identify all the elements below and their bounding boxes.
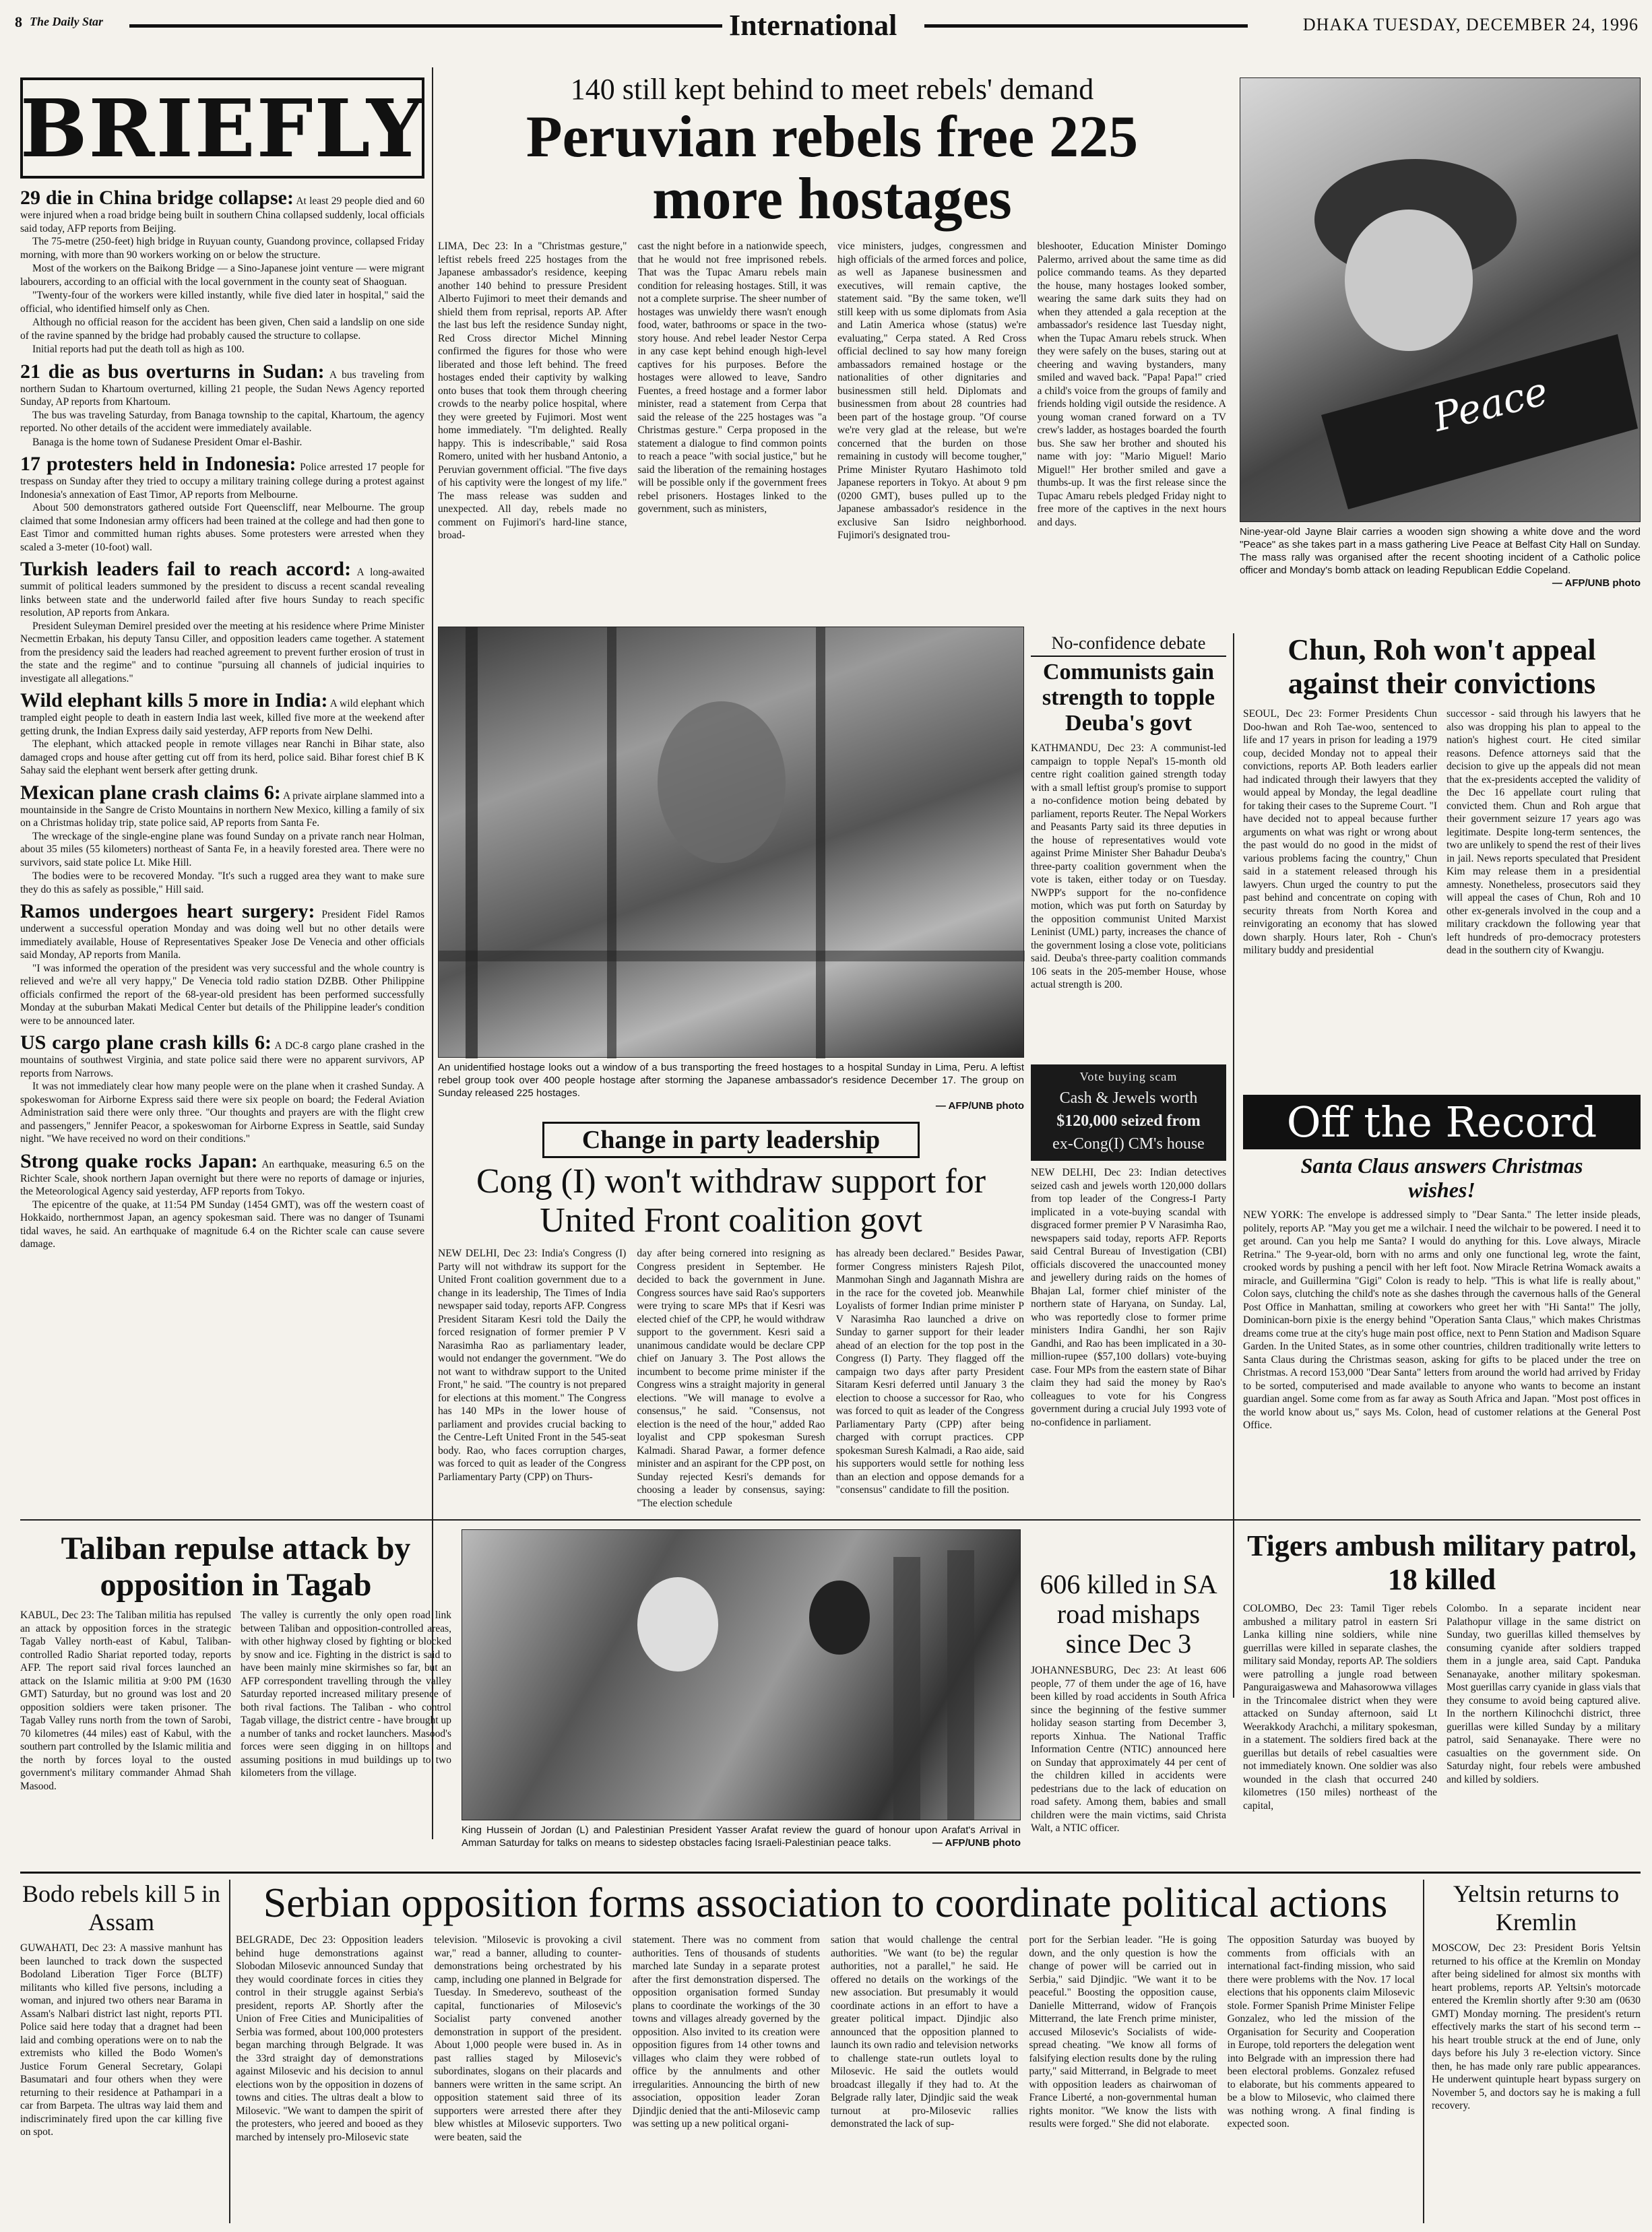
masthead — [15, 9, 1639, 44]
vote-buying-line-3: ex-Cong(I) CM's house — [1052, 1135, 1205, 1153]
page-number: 8 — [15, 13, 22, 30]
brief-body — [20, 620, 424, 686]
brief-paragraph: Initial reports had put the death toll as high as 100. — [32, 344, 245, 355]
peru-headline-2: more hostages — [652, 166, 1012, 232]
sa-headline: 606 killed in SA road mishaps since Dec 3 — [1040, 1570, 1217, 1659]
brief-lead-text: A long-awaited summit of political leaders summoned by the president to discuss a recent scandal revealing links between state and the underworld failed after five hours Sunday to reach specific resolution, AP reports from Ankara. — [20, 567, 424, 618]
tigers-col-2: Colombo. In a separate incident near Palathopur village in the same district on Sunday, two guerillas killed themselves by consuming cyanide after soldiers trapped them in a jungle area, said Capt. Panduka Senanayake, another military spokesman. Most guerillas carry cyanide in glass vials that they consume to avoid being captured alive. In the northern Kilinochchi district, three guerillas were killed Sunday by a military patrol, said Senanayake. There were no casualties on the government side. On Saturday night, four rebels were ambushed and killed by soldiers. — [1447, 1603, 1641, 1785]
vote-buying-story — [1031, 1064, 1226, 1556]
brief-paragraph: The bus was traveling Saturday, from Banaga township to the capital, Khartoum, the agency reported. No other details of the accident were immediately available. — [20, 409, 424, 434]
briefly-items — [20, 187, 424, 1251]
brief-lead — [20, 360, 424, 409]
brief-paragraph: "I was informed the operation of the president was very successful and the whole country is relieved and we're all very happy," De Venecia told radio station DZBB. Other Philippine officials confirmed the report of the 68-year-old president has been performed successfully Monday at the suburban Makati Medical Center but details of the Philippine leader's condition were to be announced later. — [20, 962, 424, 1027]
nepal-story — [1031, 633, 1226, 1051]
brief-lead — [20, 900, 424, 962]
hostage-caption — [438, 1061, 1024, 1115]
serbia-col-6: The opposition Saturday was buoyed by comments from officials with an international fact-finding mission, who said there were problems with the Nov. 17 local elections that his opponents claim Milosevic stole. Former Spanish Prime Minister Felipe Gonzalez, who led the mission of the Organisation for Security and Cooperation in Europe, told reporters the delegation went into Belgrade with an impression there had been electoral problems. Gonzalez refused to elaborate, but his comments appeared to be a blow to Milosevic, who claimed there was nothing wrong. A final finding is expected soon. — [1227, 1934, 1415, 2130]
brief-body — [20, 830, 424, 897]
peace-photo — [1240, 77, 1641, 522]
brief-headline: US cargo plane crash kills 6: — [20, 1031, 272, 1054]
peace-sign-text: Peace — [1428, 368, 1552, 441]
peru-col-3: vice ministers, judges, congressmen and high officials of the armed forces and police, as well as Japanese businessmen and executives, will remain captive, the statement said. "By the same token, we'll still keep with us some diplomats from Asia and Latin America whose (status) we're evaluating," Cerpa stated. A Red Cross official declined to say how many foreign ambassadors remained hostage or the nationalities of other dignitaries and businessmen still held. Diplomats and businessmen from about 28 countries had been part of the hostage group. "Of course we're very glad at the release, but we're concerned that the burden on those remaining in custody will become tougher," Prime Minister Ryutaro Hashimoto told Japanese reporters in Tokyo. At about 9 pm (0200 GMT), buses pulled up to the Japanese ambassador's residence in the exclusive San Isidro neighborhood. Fujimori's designated trou- — [837, 241, 1027, 541]
brief-lead-text: A DC-8 cargo plane crashed in the mountains of southwest Virginia, and state police said there were no apparent survivors, AP reports from Narrows. — [20, 1040, 424, 1079]
brief-lead-text: At least 29 people died and 60 were injured when a road bridge being built in southern China collapsed suddenly, local officials said today, AFP reports from Beijing. — [20, 195, 424, 234]
bodo-headline: Bodo rebels kill 5 in Assam — [22, 1880, 220, 1936]
peace-caption-text: Nine-year-old Jayne Blair carries a wooden sign showing a white dove and the word "Peace" as she takes part in a mass gathering Live Peace at Belfast City Hall on Sunday. The mass rally was organised after the recent shooting incident of a Catholic police officer and Monday's bomb attack on leading Republican Eddie Copeland. — [1240, 526, 1641, 576]
tigers-story — [1243, 1529, 1641, 1866]
peace-sign-icon — [1240, 78, 1641, 523]
brief-item — [20, 453, 424, 554]
taliban-headline: Taliban repulse attack by opposition in Tagab — [61, 1531, 411, 1603]
bodo-story — [20, 1880, 222, 2223]
brief-lead-text: Police arrested 17 people for trespass on Sunday after they tried to occupy a military training college during a protest against Indonesia's annexation of East Timor, AP reports from Melbourne. — [20, 461, 424, 501]
peru-col-1: LIMA, Dec 23: In a "Christmas gesture," leftist rebels freed 225 hostages from the Japanese ambassador's residence, keeping another 140 behind to pressure President Alberto Fujimori to meet their demands and shield them from reprisal, reports AP. After the last bus left the residence Sunday night, Red Cross director Michel Minning confirmed the figures for those who were liberated and those left behind. The freed hostages ended their captivity by walking onto buses that took them through cheering crowds to the nearby police hospital, where they were greeted by Fujimori. Most went home immediately. "I'm delighted. Really happy. This is indescribable," said Rosa Romero, united with her husband Antonio, a Peruvian government official. "The five days of his captivity were the longest of my life." The mass release was sudden and unexpected. All day, rebels made no comment on Fujimori's hard-line stance, broad- — [438, 241, 627, 541]
serbia-headline: Serbian opposition forms association to coordinate political actions — [263, 1880, 1388, 1926]
brief-lead-text: An earthquake, measuring 6.5 on the Richter Scale, shook northern Japan overnight but there were no reports of damage or injuries, the Meteorological Agency said yesterday, AFP reports from Tokyo. — [20, 1158, 424, 1197]
brief-paragraph: Although no official reason for the accident has been given, Chen said a landslip on one side of the ravine spanned by the bridge had probably caused the structure to collapse. — [20, 317, 424, 342]
off-record-banner — [1243, 1095, 1641, 1149]
bus-window-bars-icon — [439, 627, 1025, 1058]
dateline: DHAKA TUESDAY, DECEMBER 24, 1996 — [1302, 15, 1639, 34]
brief-lead — [20, 453, 424, 501]
brief-headline: 21 die as bus overturns in Sudan: — [20, 360, 325, 383]
brief-item — [20, 900, 424, 1027]
section-title: International — [729, 9, 897, 42]
brief-lead — [20, 187, 424, 235]
briefly-banner — [20, 77, 424, 179]
jordan-caption-text: King Hussein of Jordan (L) and Palestinian President Yasser Arafat review the guard of honour upon Arafat's Arrival in Amman Saturday for talks on means to sidestep obstacles facing Israeli-Palestinian peace talks. — [462, 1824, 1021, 1849]
congress-headline: Cong (I) won't withdraw support for United Front coalition govt — [476, 1162, 986, 1240]
peru-col-4: bleshooter, Education Minister Domingo Palermo, arrived about the same time as did police commando teams. As they departed the house, many hostages looked somber, wearing the same dark suits they had on when they attended a gala reception at the ambassador's residence last Tuesday night, when the Tupac Amaru rebels struck. When they were safely on the buses, staring out at cheering and waving bystanders, many smiled and waved back. "Papa! Papa!" cried a child's voice from the groups of family and friends holding vigil outside the residence. A young woman craned forward on a TV crew's ladder, as hostages boarded the fourth bus. She saw her brother and shouted his name with joy: "Mario Miguel! Mario Miguel!" Her brother smiled and gave a thumbs-up. It was the first release since the Tupac Amaru rebels pledged Friday night to free more of the captives in the next hours and days. — [1037, 241, 1226, 528]
serbia-col-3: statement. There was no comment from authorities. Tens of thousands of students marched late Sunday in a separate protest after the first demonstration dispersed. The opposition organisation formed Sunday plans to coordinate the workings of the 30 towns and villages already governed by the opposition. Also invited to its creation were opposition figures from 14 other towns and villages who claim they were robbed of office by the annulments and other irregularities. Announcing the birth of new association, opposition leader Zoran Djindjic denied that the anti-Milosevic camp was setting up a new political organi- — [632, 1934, 820, 2130]
brief-item — [20, 1031, 424, 1146]
jordan-photo-credit: — AFP/UNB photo — [932, 1837, 1021, 1849]
tigers-headline: Tigers ambush military patrol, 18 killed — [1247, 1529, 1637, 1596]
hostage-photo — [438, 627, 1024, 1058]
brief-body — [20, 962, 424, 1028]
vote-buying-line-2: $120,000 seized from — [1056, 1112, 1201, 1130]
brief-body — [20, 409, 424, 449]
brief-paragraph: Most of the workers on the Baikong Bridge — a Sino-Japanese joint venture — were migrant labourers, according to an official with the local government in the county seat of Shaoguan. — [20, 263, 424, 288]
brief-item — [20, 187, 424, 356]
brief-body — [20, 1199, 424, 1251]
yeltsin-headline: Yeltsin returns to Kremlin — [1453, 1880, 1620, 1936]
brief-paragraph: The bodies were to be recovered Monday. "It's such a rugged area they want to make sure they do this as safely as possible," Hill said. — [20, 870, 424, 895]
paper-name: The Daily Star — [30, 15, 104, 28]
congress-story — [438, 1122, 1024, 1526]
brief-paragraph: The epicentre of the quake, at 11:54 PM Sunday (1454 GMT), was off the western coast of Hokkaido, northernmost Japan, an agency spokesman said. There was no danger of Tsunami tidal waves, he said. An earthquake of magnitude 6.4 on the Richter scale can cause severe damage. — [20, 1199, 424, 1250]
korea-headline: Chun, Roh won't appeal against their convictions — [1288, 633, 1596, 700]
brief-headline: 29 die in China bridge collapse: — [20, 187, 294, 209]
brief-item — [20, 689, 424, 777]
honour-guard-icon — [462, 1530, 1021, 1821]
hostage-photo-credit: — AFP/UNB photo — [935, 1100, 1024, 1112]
brief-paragraph: It was not immediately clear how many people were on the plane when it crashed Sunday. A spokeswoman for Airborne Express said there were six people on board; the Federal Aviation Administration said there were only three. "Our thoughts and prayers are with the flight crew and passengers," Jennifer Peacor, a spokeswoman for Airborne Express in Seattle, said Sunday night. "We have received no word on their conditions." — [20, 1081, 424, 1145]
nepal-headline: Communists gain strength to topple Deuba's govt — [1042, 660, 1215, 736]
yeltsin-body: MOSCOW, Dec 23: President Boris Yeltsin returned to his office at the Kremlin on Monday after being sidelined for almost six months with heart problems, reports AP. Yeltsin's motorcade entered the Kremlin shortly after 9:30 am (0630 GMT) Monday morning. The president's return effectively marks the start of his second term -- his heart trouble struck at the end of June, only days before his July 3 re-election victory. Since then, he has made only rare public appearances. He underwent quintuple heart bypass surgery on November 5, and doctors say he is making a full recovery. — [1432, 1942, 1641, 2111]
brief-item — [20, 782, 424, 897]
off-record-headline: Santa Claus answers Christmas wishes! — [1300, 1153, 1583, 1202]
brief-item — [20, 360, 424, 449]
brief-paragraph: The 75-metre (250-feet) high bridge in Ruyuan county, Guandong province, collapsed Friday morning, with more than 90 workers working on or below the structure. — [20, 236, 424, 261]
brief-lead-text: President Fidel Ramos underwent a successful operation Monday and was doing well but no other details were immediately available, House of Representatives Speaker Jose De Venecia and other officials said Monday, AP reports from Manila. — [20, 909, 424, 961]
korea-story — [1243, 633, 1641, 1078]
brief-paragraph: The elephant, which attacked people in remote villages near Ranchi in Bihar state, also damaged crops and house after getting cut off from its herd, police said. Bihar forest chief B K Sahay said the elephant went berserk after getting drunk. — [20, 738, 424, 776]
vote-buying-banner — [1031, 1064, 1226, 1161]
brief-paragraph: Banaga is the home town of Sudanese President Omar el-Bashir. — [32, 436, 303, 448]
vote-buying-body: NEW DELHI, Dec 23: Indian detectives seized cash and jewels worth 120,000 dollars from top leader of the Congress-I Party implicated in a vote-buying scandal with disgraced former premier P V Narasimha Rao, newspapers said today, reports AFP. Reports said Central Bureau of Investigation (CBI) officials discovered the unaccounted money and jewellery during raids on the homes of Bhajan Lal, former chief minister of the northern state of Haryana, on Sunday. Lal, who was reportedly close to former prime ministers Indira Gandhi, her son Rajiv Gandhi, and Rao has been implicated in a 30-million-rupee ($57,100 dollars) vote-buying case. Four MPs from the eastern state of Bihar claim they had said the money by Rao's colleagues to vote for his Congress government during a crucial July 1993 vote of no-confidence in parliament. — [1031, 1167, 1226, 1428]
vote-buying-label: Vote buying scam — [1079, 1070, 1178, 1083]
nepal-kicker: No-confidence debate — [1031, 633, 1226, 657]
yeltsin-story — [1432, 1880, 1641, 2223]
peace-photo-credit: — AFP/UNB photo — [1552, 577, 1641, 589]
off-record-body: NEW YORK: The envelope is addressed simply to "Dear Santa." The letter inside pleads, politely, reports AP. "May you get me a wilchair. I need the wilchair to be powered. I need it to get around. Can you help me Santa? I would do anything for this. Love always, Miracle Retrina." The 9-year-old, born with no arms and only one functional leg, wrote the faint, crooked words by pushing a pencil with her left foot. Now Miracle Retrina Womack awaits a miracle, and Guillermina "Gigi" Colon is ready to help. "This is what life is really about," Colon says, clutching the child's note as she dashes through the cavernous halls of the General Post Office in Manhattan, smiling at coworkers who greet her with "Hi Santa!" The jolly, Dominican-born pixie is the energy behind "Operation Santa Claus," which makes Christmas dreams come true at the city's huge main post office, next to Penn Station and Madison Square Garden. In the United States, as in some other countries, children traditionally write letters to Santa Claus during the Christmas season, asking for gifts to be placed under the tree on Christmas. A record 153,000 "Dear Santa" letters from around the world had arrived by Friday to be sorted, computerised and made available to anyone who wants to become an instant guardian angel. Some come from as far away as South Africa and Japan. "Most post offices in the world know about us," says Ms. Colon, head of customer relations at the General Post Office. — [1243, 1209, 1641, 1431]
serbia-col-4: sation that would challenge the central authorities. "We want (to be) the regular authorities, not a parallel," he said. He offered no details on the workings of the new association. But presumably it would coordinate actions in an effort to have a greater political impact. Djindjic also announced that the opposition planned to launch its own radio and television networks to challenge state-run outlets loyal to Milosevic. He said the outlets would broadcast illegally if they had to. At the Belgrade rally later, Djindjic said the weak turnout at pro-Milosevic rallies demonstrated the lack of sup- — [830, 1934, 1019, 2130]
serbia-story — [236, 1880, 1415, 2223]
vote-buying-line-1: Cash & Jewels worth — [1059, 1089, 1198, 1107]
taliban-col-2: The valley is currently the only open road link between Taliban and opposition-controlled areas, with other highway closed by fighting or blocked by snow and ice. Fighting in the district is said to have been mainly mine skirmishes so far, but an AFP correspondent travelling through the valley Saturday reported increased military presence of both rival factions. The Taliban - who control Tagab village, the district centre - have brought up a number of tanks and rocket launchers. Masood's forces were seen digging in on hilltops and assuming positions in mud buildings up to two kilometers from the village. — [241, 1609, 451, 1779]
brief-lead — [20, 558, 424, 620]
brief-lead-text: A bus traveling from northern Sudan to Khartoum overturned, killing 21 people, the Sudan News Agency reported Sunday, AP reports from Khartoum. — [20, 369, 424, 408]
congress-col-1: NEW DELHI, Dec 23: India's Congress (I) Party will not withdraw its support for the United Front coalition government due to a change in its leadership, The Times of India newspaper said today, reports AFP. Congress President Sitaram Kesri told the Daily the forced resignation of former premier P V Narasimha Rao as parliamentary leader, would not endanger the government. "We do not want to withdraw support to the United Front," he said. "The country is not prepared for elections at this moment." The Congress has 140 MPs in the lower house of parliament and provides crucial backing to the Centre-Left United Front in the 545-seat body. Rao, who faces corruption charges, was forced to quit as leader of the Congress Parliamentary Party (CPP) on Thurs- — [438, 1248, 627, 1483]
brief-headline: Ramos undergoes heart surgery: — [20, 900, 315, 922]
peru-headline-1: Peruvian rebels free 225 — [526, 104, 1139, 170]
brief-headline: Turkish leaders fail to reach accord: — [20, 558, 352, 580]
peru-kicker: 140 still kept behind to meet rebels' demand — [570, 73, 1094, 106]
serbia-col-5: port for the Serbian leader. "He is going down, and the only question is how the change of power will be carried out in Serbia," said Djindjic. "We want it to be peaceful." Boosting the opposition cause, Danielle Mitterrand, widow of François Mitterrand, the late French prime minister, accused Milosevic's Socialists of wide-spread cheating. "We know all forms of falsifying election results done by the ruling party," said Mitterrand, in Belgrade to meet with opposition leaders as chairwoman of France Liberté, a non-governmental human rights monitor. "We know the lists with results were forged." She did not elaborate. — [1029, 1934, 1217, 2130]
brief-headline: Wild elephant kills 5 more in India: — [20, 689, 328, 711]
brief-body — [20, 738, 424, 777]
brief-body — [20, 1080, 424, 1146]
briefly-title: BRIEFLY — [20, 81, 424, 175]
brief-lead — [20, 1150, 424, 1199]
korea-col-2: successor - said through his lawyers that he also was dropping his plan to appeal to the nation's highest court. He cited similar reasons. Defence attorneys said that the decision to give up the appeals did not mean that the ex-presidents accepted the validity of the Dec 16 appellate court ruling that convicted them. Chun and Roh argue that their government seizure 17 years ago was legitimate. Despite long-term sentences, the two are unlikely to spend the rest of their lives in jail. News reports speculated that President Kim may release them in a presidential amnesty. Nonetheless, prosecutors said they will appeal the cases of Chun, Roh and 10 other ex-generals involved in the coup and a military crackdown the following year that left hundreds of pro-democracy protesters dead in the southern city of Kwangju. — [1447, 708, 1641, 956]
tigers-col-1: COLOMBO, Dec 23: Tamil Tiger rebels ambushed a military patrol in eastern Sri Lanka killing nine soldiers, while nine guerrillas were killed in separate clashes, the military said Monday, reports AP. The soldiers were patrolling a jungle road between Panguraigaswewa and Mahasorowwa villages in the Trincomalee district when they were attacked on Sunday afternoon, said Lt Weerakkody Arachchi, a military spokesman, in a statement. The soldiers fired back at the guerillas but details of rebel casualties were not immediately known. One soldier was also wounded in the clash that occurred 240 kilometres (150 miles) northeast of the capital, — [1243, 1603, 1437, 1812]
brief-lead-text: A private airplane slammed into a mountainside in the Sangre de Cristo Mountains in northern New Mexico, killing a family of six on a Christmas holiday trip, state police said, AP reports from Santa Fe. — [20, 790, 424, 829]
brief-item — [20, 558, 424, 685]
peru-col-2: cast the night before in a nationwide speech, that he would not free imprisoned rebels. That was the Tupac Amaru rebels main condition for releasing hostages. Still, it was not a complete surprise. The sheer number of hostages was unwieldy there wasn't enough food, water, bathrooms or space in the two-story house. And rebel leader Nestor Cerpa in any case kept behind enough high-level captives for his purposes. Before the hostages were allowed to leave, Sandro Fuentes, a freed hostage and a former labor minister, read a statement from Cerpa that said the release of the 225 hostages was "a Christmas gesture." Cerpa proposed in the statement a dialogue to find common points to reach a peace "with social justice," but he said the liberation of the remaining hostages will be possible only if the government frees rebel prisoners. Hostages linked to the government, such as ministers, — [637, 241, 827, 515]
hostage-caption-text: An unidentified hostage looks out a window of a bus transporting the freed hostages to a hospital Sunday in Lima, Peru. A leftist rebel group took over 400 people hostage after storming the Japanese ambassador's residence December 17. The group on Sunday released 225 hostages. — [438, 1062, 1024, 1099]
serbia-col-2: television. "Milosevic is provoking a civil war," read a banner, alluding to counter-demonstrations being orchestrated by his camp, including one planned in Belgrade for Tuesday. In Smederevo, southeast of the capital, functionaries of Milosevic's Socialist party convened another demonstration in support of the president. About 1,000 people were bused in. As in past rallies staged by Milosevic's subordinates, slogans on their placards and banners were written in the same script. An opposition statement said three of its supporters were arrested there after they blew whistles at Milosevic supporters. Two were beaten, said the — [434, 1934, 622, 2143]
congress-col-2: day after being cornered into resigning as Congress president in September. He decided to back the government in June. Congress sources have said Rao's supporters were trying to scare MPs that if Kesri was elected chief of the CPP, he would withdraw support to the government. Kesri said a unanimous candidate would be declare CPP chief on January 3. The Post allows the incumbent to become prime minister if the Congress wins a straight majority in general elections. "We will manage to evolve a consensus," he said. "Consensus, not election is the need of the hour," added Rao loyalist and CPP spokesman Suresh Kalmadi. Sharad Pawar, a former defence minister and an aspirant for the CPP post, on Sunday rejected Kesri's demands for choosing a leader by consensus, saying: "The election schedule — [637, 1248, 825, 1509]
off-record-story — [1243, 1095, 1641, 1499]
brief-paragraph: The wreckage of the single-engine plane was found Sunday on a private ranch near Holman, about 35 miles (55 kilometers) northeast of Santa Fe, in a heavily forested area. There were no survivors, said state police Lt. Mike Hill. — [20, 830, 424, 868]
brief-body — [20, 501, 424, 554]
sa-body: JOHANNESBURG, Dec 23: At least 606 people, 77 of them under the age of 16, have been killed by road accidents in South Africa since the beginning of the festive summer holiday season starting from December 3, reports Xinhua. The National Traffic Information Centre (NTIC) announced here on Sunday that approximately 44 per cent of the children killed in accidents were pedestrians due to the lack of education on road safety. Among them, babies and small children were the main victims, said Christa Walt, a NTIC officer. — [1031, 1665, 1226, 1834]
jordan-caption — [462, 1824, 1021, 1864]
brief-paragraph: President Suleyman Demirel presided over the meeting at his residence where Prime Minister Necmettin Erbakan, his deputy Tansu Ciller, and opposition leaders came together. A statement from the presidency said the leaders had reached agreement to prevent further erosion of trust in the state and the regime" and to continue "pursuing all channels of judicial inquiries to investigate all allegations." — [20, 620, 424, 684]
brief-lead-text: A wild elephant which trampled eight people to death in eastern India last week, killed five more at the weekend after getting drunk, the Indian Express daily said yesterday, AFP reports from New Delhi. — [20, 698, 424, 737]
brief-headline: 17 protesters held in Indonesia: — [20, 453, 296, 475]
taliban-col-1: KABUL, Dec 23: The Taliban militia has repulsed an attack by opposition forces in the strategic Tagab Valley north-east of Kabul, Taliban-controlled Radio Shariat reported today, reports AFP. The report said rival forces launched an attack on the Islamic militia at 9:00 PM (1630 GMT) Saturday, but no ground was lost and 20 opposition soldiers were taken prisoner. The Tagab Valley runs north from the town of Sarobi, 70 kilometres (44 miles) east of Kabul, with the southern part controlled by the Islamic militia and the north by forces loyal to the ousted government's military commander Ahmad Shah Masood. — [20, 1609, 231, 1792]
nepal-body: KATHMANDU, Dec 23: A communist-led campaign to topple Nepal's 15-month old centre right coalition gained strength today with a small leftist group's promise to support a no-confidence motion being debated by parliament, reports Reuter. The Nepal Workers and Peasants Party said its three deputies in the house of representatives would vote against Prime Minister Sher Bahadur Deuba's three-party coalition government when the vote is taken, either today or on Tuesday. NWPP's support for the no-confidence motion, which was put forth on Saturday by the opposition communist United Marxist Leninist (UML) party, increases the chance of the government losing a close vote, politicians said. Deuba's three-party coalition commands 106 seats in the 205-member House, whose actual strength is 200. — [1031, 742, 1226, 990]
peace-caption — [1240, 525, 1641, 627]
jordan-photo — [462, 1529, 1021, 1820]
peru-body — [438, 240, 1226, 607]
sa-story — [1031, 1570, 1226, 1866]
brief-paragraph: "Twenty-four of the workers were killed instantly, while five died later in hospital," said the official, who identified himself only as Chen. — [20, 290, 424, 315]
bodo-body: GUWAHATI, Dec 23: A massive manhunt has been launched to track down the suspected Bodoland Liberation Tiger Force (BLTF) militants who killed five persons, including a woman, and injured two others near Barama in Assam's Nalbari district last night, reports PTI. Police said here today that a dragnet had been laid and combing operations were on to nab the extremists who killed the Bodo Women's Justice Forum General Secretary, Golapi Basumatari and four others when they were returning to their residence at Pathampari in a car from Barpeta. The ultras way laid them and indiscriminately fired upon the car killing five on spot. — [20, 1942, 222, 2138]
off-record-title: Off the Record — [1286, 1097, 1597, 1147]
brief-headline: Mexican plane crash claims 6: — [20, 781, 281, 804]
taliban-story — [20, 1531, 451, 1861]
congress-kicker: Change in party leadership — [542, 1122, 920, 1158]
brief-lead — [20, 782, 424, 830]
brief-lead — [20, 689, 424, 738]
brief-body — [20, 235, 424, 356]
brief-item — [20, 1150, 424, 1251]
brief-headline: Strong quake rocks Japan: — [20, 1149, 258, 1172]
serbia-col-1: BELGRADE, Dec 23: Opposition leaders behind huge demonstrations against Slobodan Milosevic announced Sunday that they would coordinate forces in cities they control in their struggle against Serbia's president, reports AP. Shortly after the Union of Free Cities and Municipalities of Serbia was formed, about 100,000 protesters began marching through Belgrade. It was the 33rd straight day of demonstrations against Milosevic and his decision to annul elections won by the opposition in dozens of towns and cities. The ultras dealt a blow to Milosevic. "We want to dampen the spirit of the protesters, who jeered and booed as they marched by intensely pro-Milosevic state — [236, 1934, 424, 2143]
congress-col-3: has already been declared." Besides Pawar, former Congress ministers Rajesh Pilot, Manmohan Singh and Jagannath Mishra are in the race for the coveted job. Meanwhile Loyalists of former Indian prime minister P V Narasimha Rao launched a drive on Sunday to garner support for their leader ahead of an election for the top post in the Congress (I) Party. They flagged off the campaign two days after party President Sitaram Kesri deferred until January 3 the election to choose a successor for Rao, who was forced to quit as leader of the Congress Parliamentary Party (CPP) after being charged with corrupt practices. CPP spokesman Suresh Kalmadi, a Rao aide, said his supporters would settle for nothing less than an election and oppose demands for a "consensus" candidate to fill the position. — [835, 1248, 1024, 1496]
brief-paragraph: About 500 demonstrators gathered outside Fort Queenscliff, near Melbourne. The group claimed that some Indonesian army officers had been trained at the college and had then gone to East Timor and committed human rights abuses. Some protesters were arrested when they scaled a 3-meter (10-foot) wall. — [20, 502, 424, 553]
brief-lead — [20, 1031, 424, 1080]
korea-col-1: SEOUL, Dec 23: Former Presidents Chun Doo-hwan and Roh Tae-woo, sentenced to life and 17 years in prison for leading a 1979 coup, decided Monday not to appeal their convictions, reports AP. Both leaders earlier had indicated through their lawyers that they would appeal by Monday, the legal deadline for taking their cases to the Supreme Court. "I have decided not to appeal because further arguments on what was right or wrong about the past would do no good in the midst of various problems facing the country," Chun said in a statement released through his lawyers. Chun urged the country to put the past behind and concentrate on coping with security threats from North Korea and reinvigorating an economy that has slowed down sharply. Hours later, Roh - Chun's military buddy and presidential — [1243, 708, 1437, 956]
